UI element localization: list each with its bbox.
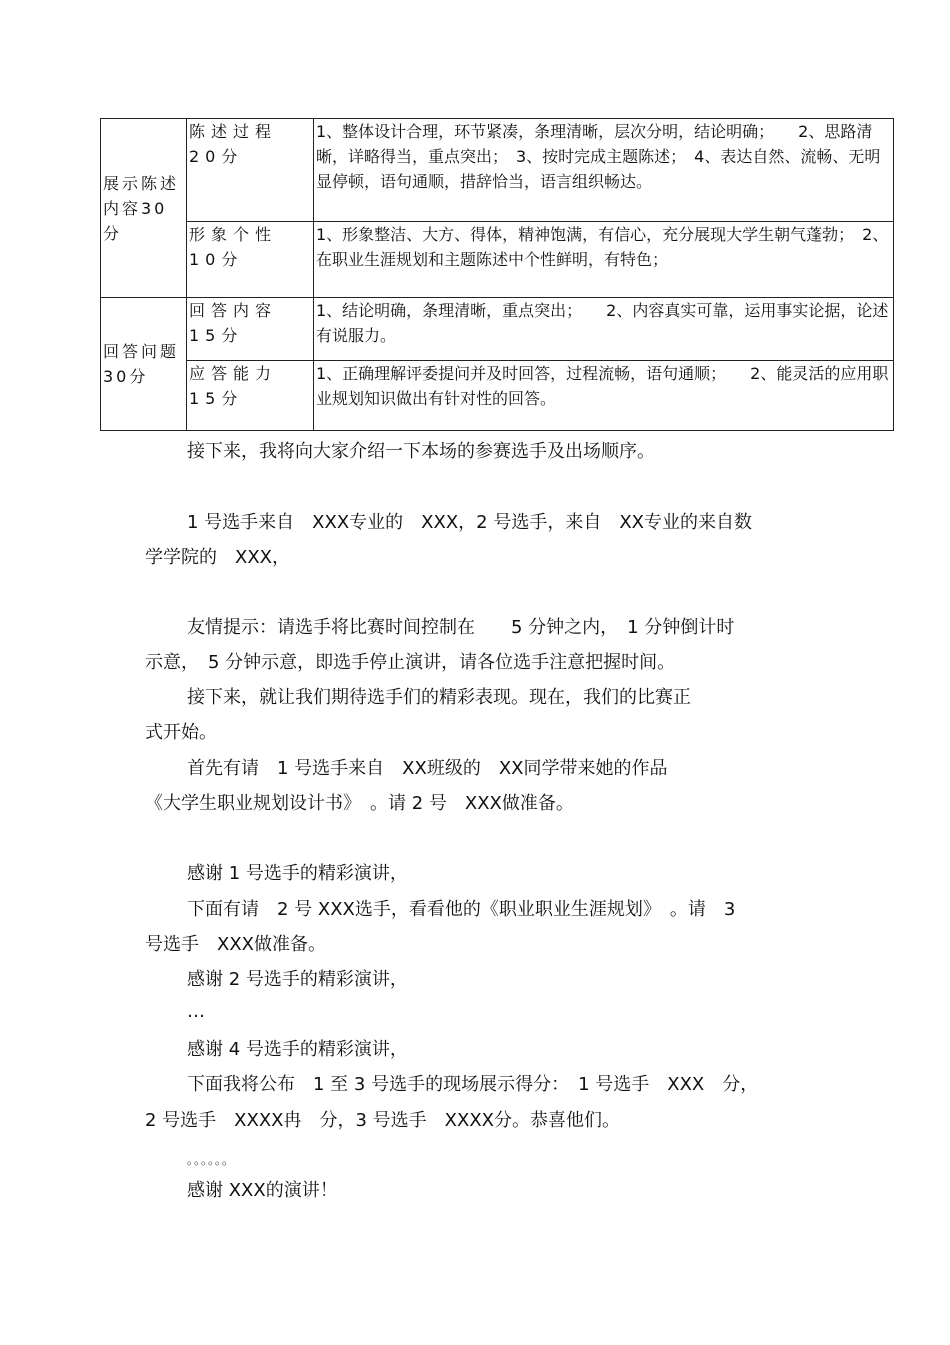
paragraph-start-line1: 接下来，就让我们期待选手们的精彩表现。现在，我们的比赛正: [187, 687, 691, 708]
table-row: [101, 222, 894, 298]
paragraph-second-line1: 下面有请 2 号 XXX选手，看看他的《职业职业生涯规划》 。请 3: [187, 899, 736, 920]
paragraph-scores-line1: 下面我将公布 1 至 3 号选手的现场展示得分： 1 号选手 XXX 分，: [187, 1074, 759, 1095]
criteria-cell: 1、结论明确，条理清晰，重点突出； 2、内容真实可靠，运用事实论据，论述有说服力。: [314, 298, 894, 361]
paragraph-thanks-1: 感谢 1 号选手的精彩演讲，: [187, 863, 408, 884]
paragraph-thanks-2: 感谢 2 号选手的精彩演讲，: [187, 969, 408, 990]
paragraph-contestants-line2: 学学院的 XXX，: [145, 547, 290, 568]
scoring-rubric-table: [100, 118, 894, 431]
paragraph-contestants-line1: 1 号选手来自 XXX专业的 XXX，2 号选手，来自 XX专业的来自数: [187, 512, 752, 533]
criteria-cell: 1、整体设计合理，环节紧凑，条理清晰，层次分明，结论明确； 2、思路清晰，详略得当，重点突出； 3、按时完成主题陈述； 4、表达自然、流畅、无明显停顿，语句通顺，措辞恰当，语言组织畅达。: [314, 119, 894, 222]
paragraph-scores-line2: 2 号选手 XXXX冉 分，3 号选手 XXXX分。恭喜他们。: [145, 1110, 620, 1131]
paragraph-closing: 感谢 XXX的演讲！: [187, 1180, 338, 1201]
table-row: [101, 361, 894, 431]
paragraph-second-line2: 号选手 XXX做准备。: [145, 934, 326, 955]
paragraph-ellipsis: …: [187, 1001, 205, 1022]
category-cell: 回答问题30分: [101, 298, 187, 431]
criteria-cell: 1、形象整洁、大方、得体，精神饱满，有信心，充分展现大学生朝气蓬勃； 2、在职业生涯规划和主题陈述中个性鲜明，有特色；: [314, 222, 894, 298]
table-row: [101, 119, 894, 222]
category-cell: 展示陈述内容30分: [101, 119, 187, 298]
criteria-cell: 1、正确理解评委提问并及时回答，过程流畅，语句通顺； 2、能灵活的应用职业规划知识做出有针对性的回答。: [314, 361, 894, 431]
paragraph-thanks-4: 感谢 4 号选手的精彩演讲，: [187, 1039, 408, 1060]
item-cell: 形象个性 10分: [187, 222, 314, 298]
paragraph-first-line2: 《大学生职业规划设计书》 。请 2 号 XXX做准备。: [145, 793, 574, 814]
item-cell: 应答能力 15分: [187, 361, 314, 431]
paragraph-dots: 。。。。。。: [187, 1153, 236, 1167]
paragraph-tip-line2: 示意， 5 分钟示意，即选手停止演讲，请各位选手注意把握时间。: [145, 652, 676, 673]
paragraph-first-line1: 首先有请 1 号选手来自 XX班级的 XX同学带来她的作品: [187, 758, 668, 779]
paragraph-tip-line1: 友情提示：请选手将比赛时间控制在 5 分钟之内， 1 分钟倒计时: [187, 617, 735, 638]
item-cell: 陈述过程 20分: [187, 119, 314, 222]
table-row: [101, 298, 894, 361]
paragraph-start-line2: 式开始。: [145, 722, 217, 743]
item-cell: 回答内容 15分: [187, 298, 314, 361]
paragraph-intro: 接下来，我将向大家介绍一下本场的参赛选手及出场顺序。: [187, 441, 655, 462]
